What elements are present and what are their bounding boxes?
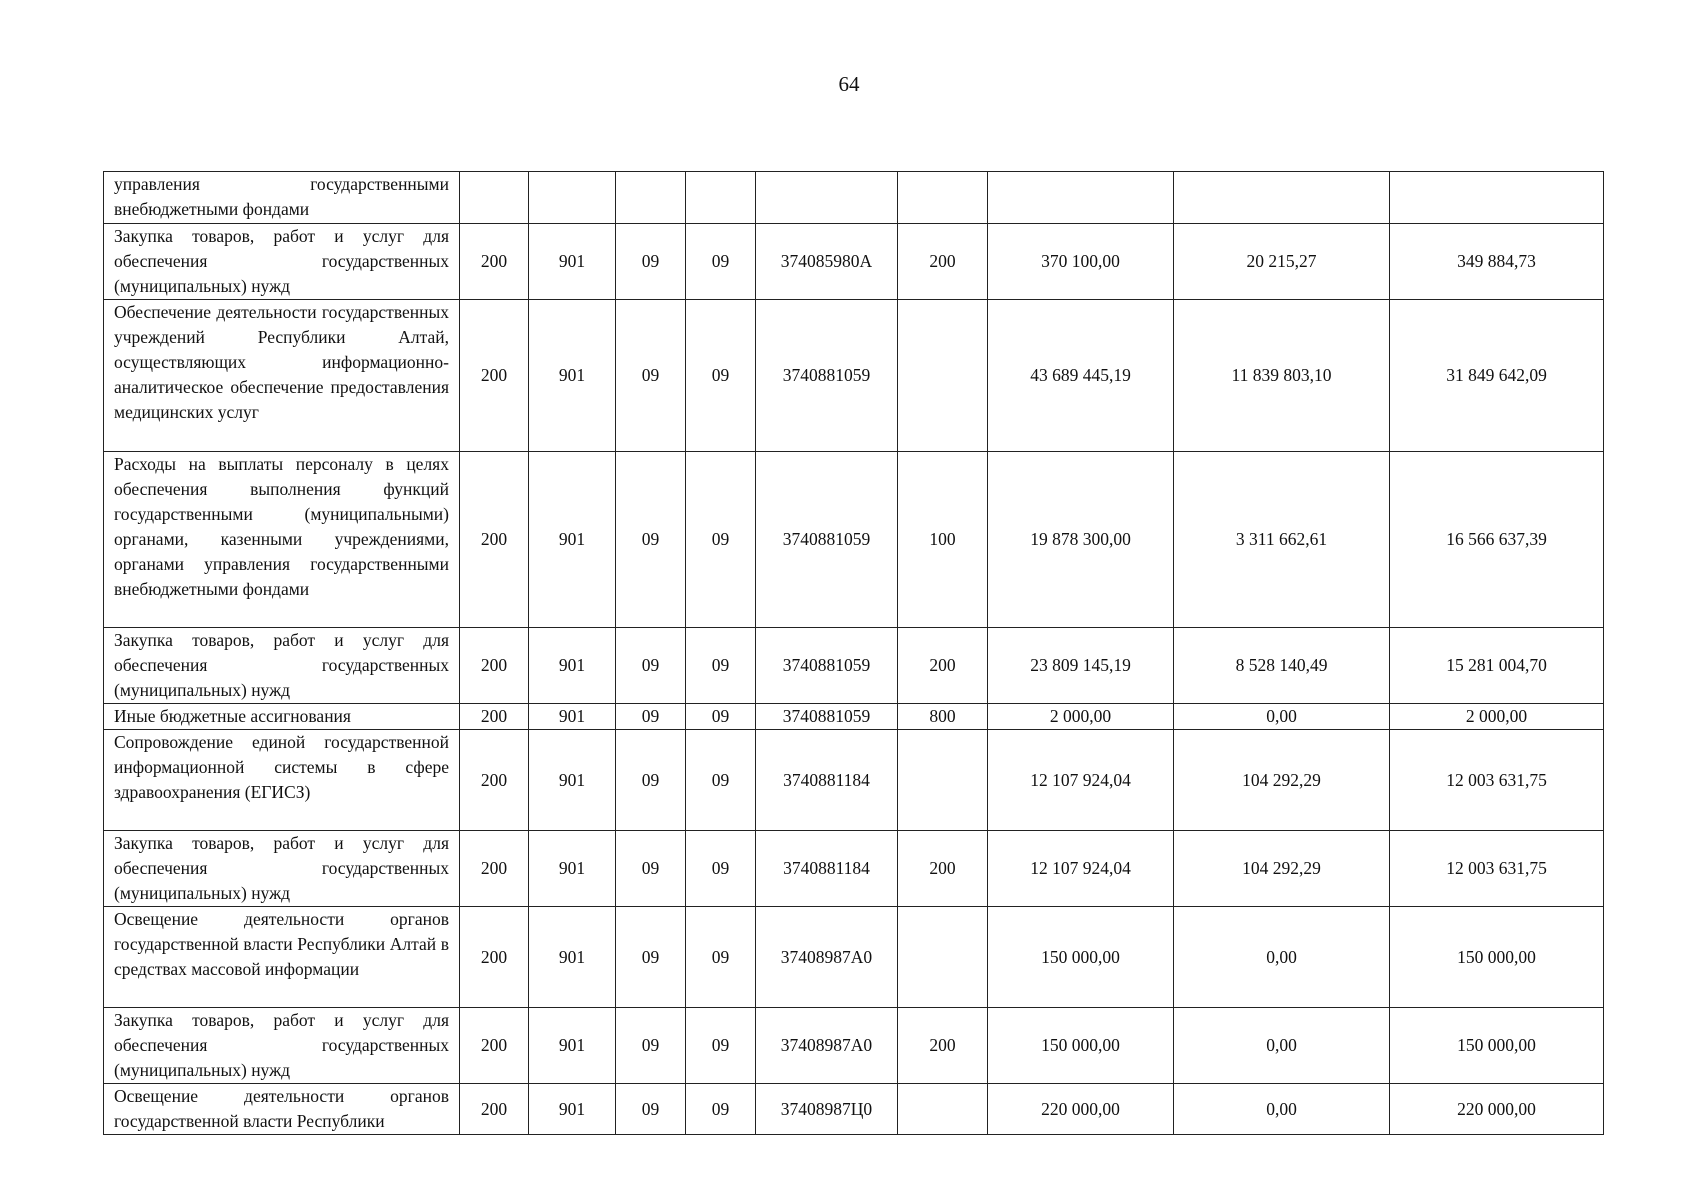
target-article-code: 3740881059: [756, 628, 898, 704]
executed-amount: 20 215,27: [1174, 224, 1390, 300]
expense-type-code: 200: [898, 831, 988, 907]
row-description: Освещение деятельности органов государственной власти Республики: [104, 1084, 460, 1135]
col-1-value: 200: [460, 1008, 529, 1084]
table-row: [104, 452, 1604, 628]
table-row: [104, 704, 1604, 730]
col-2-value: 901: [529, 1084, 616, 1135]
col-2-value: [529, 172, 616, 224]
executed-amount: 104 292,29: [1174, 730, 1390, 831]
table-row: [104, 172, 1604, 224]
col-2-value: 901: [529, 907, 616, 1008]
col-4-value: 09: [686, 1084, 756, 1135]
table-row: [104, 224, 1604, 300]
col-4-value: 09: [686, 907, 756, 1008]
row-description: Иные бюджетные ассигнования: [104, 704, 460, 730]
col-4-value: 09: [686, 452, 756, 628]
col-1-value: 200: [460, 907, 529, 1008]
target-article-code: 3740881059: [756, 452, 898, 628]
planned-amount: 19 878 300,00: [988, 452, 1174, 628]
col-3-value: [616, 172, 686, 224]
row-description: Расходы на выплаты персоналу в целях обеспечения выполнения функций государственными (муниципальными) органами, казенными учреждениями, органами управления государственными внебюджетными фондами: [104, 452, 460, 628]
col-2-value: 901: [529, 224, 616, 300]
planned-amount: 12 107 924,04: [988, 730, 1174, 831]
table-row: [104, 907, 1604, 1008]
target-article-code: 37408987А0: [756, 1008, 898, 1084]
col-3-value: 09: [616, 452, 686, 628]
table-row: [104, 1008, 1604, 1084]
expense-type-code: [898, 300, 988, 452]
executed-amount: [1174, 172, 1390, 224]
col-4-value: 09: [686, 1008, 756, 1084]
col-4-value: 09: [686, 300, 756, 452]
col-3-value: 09: [616, 730, 686, 831]
executed-amount: 0,00: [1174, 704, 1390, 730]
row-description: управления государственными внебюджетными фондами: [104, 172, 460, 224]
planned-amount: 370 100,00: [988, 224, 1174, 300]
expense-type-code: 100: [898, 452, 988, 628]
col-2-value: 901: [529, 628, 616, 704]
planned-amount: 12 107 924,04: [988, 831, 1174, 907]
col-4-value: 09: [686, 704, 756, 730]
col-3-value: 09: [616, 300, 686, 452]
target-article-code: 3740881059: [756, 300, 898, 452]
table-row: [104, 730, 1604, 831]
col-2-value: 901: [529, 452, 616, 628]
remaining-amount: 12 003 631,75: [1390, 831, 1604, 907]
row-description: Сопровождение единой государственной информационной системы в сфере здравоохранения (ЕГИСЗ): [104, 730, 460, 831]
col-1-value: 200: [460, 300, 529, 452]
executed-amount: 0,00: [1174, 1008, 1390, 1084]
planned-amount: 2 000,00: [988, 704, 1174, 730]
remaining-amount: 16 566 637,39: [1390, 452, 1604, 628]
planned-amount: 150 000,00: [988, 1008, 1174, 1084]
col-2-value: 901: [529, 300, 616, 452]
table-row: [104, 831, 1604, 907]
col-3-value: 09: [616, 224, 686, 300]
table-row: [104, 628, 1604, 704]
col-2-value: 901: [529, 730, 616, 831]
col-1-value: 200: [460, 628, 529, 704]
row-description: Закупка товаров, работ и услуг для обеспечения государственных (муниципальных) нужд: [104, 1008, 460, 1084]
col-4-value: 09: [686, 730, 756, 831]
remaining-amount: 31 849 642,09: [1390, 300, 1604, 452]
executed-amount: 8 528 140,49: [1174, 628, 1390, 704]
planned-amount: 220 000,00: [988, 1084, 1174, 1135]
executed-amount: 0,00: [1174, 1084, 1390, 1135]
table-body: [104, 172, 1604, 1135]
remaining-amount: 12 003 631,75: [1390, 730, 1604, 831]
col-1-value: 200: [460, 452, 529, 628]
planned-amount: [988, 172, 1174, 224]
col-3-value: 09: [616, 1084, 686, 1135]
target-article-code: 37408987Ц0: [756, 1084, 898, 1135]
target-article-code: 3740881184: [756, 831, 898, 907]
col-1-value: 200: [460, 1084, 529, 1135]
expense-type-code: 800: [898, 704, 988, 730]
remaining-amount: 15 281 004,70: [1390, 628, 1604, 704]
col-1-value: 200: [460, 730, 529, 831]
expense-type-code: 200: [898, 1008, 988, 1084]
row-description: Закупка товаров, работ и услуг для обеспечения государственных (муниципальных) нужд: [104, 831, 460, 907]
col-3-value: 09: [616, 628, 686, 704]
executed-amount: 3 311 662,61: [1174, 452, 1390, 628]
col-4-value: 09: [686, 831, 756, 907]
planned-amount: 43 689 445,19: [988, 300, 1174, 452]
remaining-amount: 150 000,00: [1390, 1008, 1604, 1084]
remaining-amount: 349 884,73: [1390, 224, 1604, 300]
executed-amount: 104 292,29: [1174, 831, 1390, 907]
row-description: Закупка товаров, работ и услуг для обеспечения государственных (муниципальных) нужд: [104, 224, 460, 300]
table-row: [104, 1084, 1604, 1135]
budget-table: [103, 171, 1604, 1135]
target-article-code: 3740881059: [756, 704, 898, 730]
col-3-value: 09: [616, 1008, 686, 1084]
col-2-value: 901: [529, 704, 616, 730]
target-article-code: 3740881184: [756, 730, 898, 831]
col-3-value: 09: [616, 831, 686, 907]
row-description: Закупка товаров, работ и услуг для обеспечения государственных (муниципальных) нужд: [104, 628, 460, 704]
col-3-value: 09: [616, 704, 686, 730]
table-row: [104, 300, 1604, 452]
expense-type-code: [898, 172, 988, 224]
expense-type-code: [898, 730, 988, 831]
planned-amount: 150 000,00: [988, 907, 1174, 1008]
col-3-value: 09: [616, 907, 686, 1008]
col-1-value: 200: [460, 224, 529, 300]
remaining-amount: 2 000,00: [1390, 704, 1604, 730]
expense-type-code: 200: [898, 628, 988, 704]
remaining-amount: 150 000,00: [1390, 907, 1604, 1008]
remaining-amount: [1390, 172, 1604, 224]
col-1-value: [460, 172, 529, 224]
row-description: Обеспечение деятельности государственных учреждений Республики Алтай, осуществляющих информационно-аналитическое обеспечение предоставления медицинских услуг: [104, 300, 460, 452]
target-article-code: [756, 172, 898, 224]
col-2-value: 901: [529, 1008, 616, 1084]
col-2-value: 901: [529, 831, 616, 907]
remaining-amount: 220 000,00: [1390, 1084, 1604, 1135]
planned-amount: 23 809 145,19: [988, 628, 1174, 704]
col-4-value: 09: [686, 628, 756, 704]
col-4-value: 09: [686, 224, 756, 300]
expense-type-code: [898, 1084, 988, 1135]
expense-type-code: 200: [898, 224, 988, 300]
executed-amount: 11 839 803,10: [1174, 300, 1390, 452]
col-4-value: [686, 172, 756, 224]
row-description: Освещение деятельности органов государственной власти Республики Алтай в средствах массовой информации: [104, 907, 460, 1008]
page-number: 64: [838, 72, 860, 96]
executed-amount: 0,00: [1174, 907, 1390, 1008]
col-1-value: 200: [460, 831, 529, 907]
expense-type-code: [898, 907, 988, 1008]
col-1-value: 200: [460, 704, 529, 730]
target-article-code: 37408987А0: [756, 907, 898, 1008]
target-article-code: 374085980А: [756, 224, 898, 300]
